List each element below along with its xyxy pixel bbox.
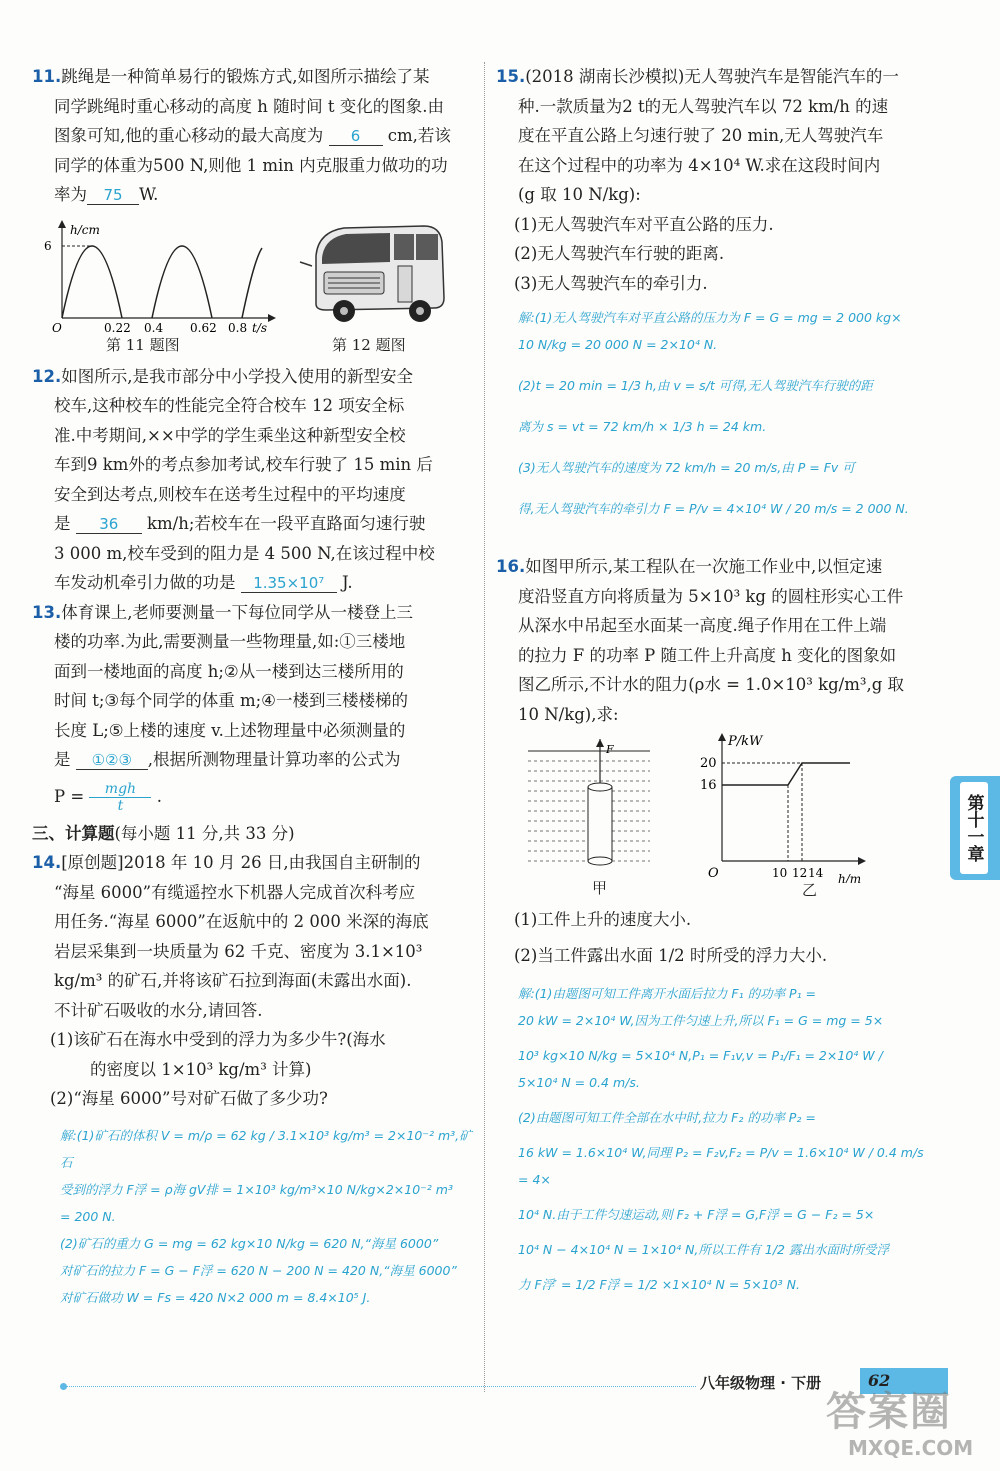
question-text: 安全到达考点,则校车在送考生过程中的平均速度	[54, 484, 406, 504]
answer-line: (3)无人驾驶汽车的速度为 72 km/h = 20 m/s,由 P = Fv 可	[518, 460, 855, 475]
question-text: 10 N/kg),求:	[518, 704, 619, 724]
page-number: 62	[860, 1368, 948, 1394]
figure-12-caption: 第 12 题图	[332, 335, 406, 354]
question-text: 体育课上,老师要测量一下每位同学从一楼登上三	[61, 602, 413, 622]
answer-line: = 200 N.	[60, 1208, 116, 1224]
question-14	[32, 848, 472, 1311]
sub-question: 的密度以 1×10³ kg/m³ 计算)	[90, 1059, 312, 1079]
answer-16	[496, 980, 926, 1298]
question-text: “海星 6000”有缆遥控水下机器人完成首次科考应	[54, 882, 416, 902]
origin-label: O	[708, 866, 719, 881]
answer-blank: 36	[76, 515, 142, 534]
question-text: 是	[54, 750, 71, 769]
footer-book-title: 八年级物理 · 下册	[700, 1374, 822, 1392]
question-text: km/h;若校车在一段平直路面匀速行驶	[147, 514, 426, 533]
answer-line: 10 N/kg = 20 000 N = 2×10⁴ N.	[518, 337, 718, 352]
question-text: W.	[139, 185, 159, 204]
y-axis-label: P/kW	[728, 734, 763, 749]
answer-line: 10⁴ N − 4×10⁴ N = 1×10⁴ N,所以工件有 1/2 露出水面时所受浮	[518, 1242, 889, 1257]
chapter-tab-label: 第十一章	[960, 782, 988, 874]
x-tick: 10	[772, 866, 788, 880]
question-number: 14.	[32, 853, 62, 872]
answer-line: (2)矿石的重力 G = mg = 62 kg×10 N/kg = 620 N,“海星 6000”	[60, 1235, 439, 1251]
question-text: 种.一款质量为2 t的无人驾驶汽车以 72 km/h 的速	[518, 96, 889, 116]
answer-line: (2)t = 20 min = 1/3 h,由 v = s/t 可得,无人驾驶汽车行驶的距	[518, 378, 873, 393]
formula-numerator: mgh	[89, 781, 151, 798]
figures-11-12	[32, 210, 472, 358]
answer-line: 对矿石的拉力 F = G − F浮 = 620 N − 200 N = 420 N,“海星 6000”	[60, 1262, 457, 1278]
footer-line	[66, 1386, 696, 1387]
question-text: 3 000 m,校车受到的阻力是 4 500 N,在该过程中校	[54, 543, 435, 563]
y-tick: 6	[44, 238, 52, 253]
figure-12-school-bus	[298, 216, 448, 328]
answer-15	[496, 304, 926, 522]
question-text: (g 取 10 N/kg):	[518, 185, 641, 204]
question-text: J.	[342, 573, 353, 592]
question-text: [原创题]2018 年 10 月 26 日,由我国自主研制的	[61, 853, 421, 872]
origin-label: O	[52, 320, 62, 335]
question-text: 准.中考期间,××中学的学生乘坐这种新型安全校	[54, 425, 406, 445]
question-text: 同学跳绳时重心移动的高度 h 随时间 t 变化的图象.由	[54, 96, 444, 116]
figure-16-jia-caption: 甲	[592, 879, 608, 897]
question-text: 不计矿石吸收的水分,请回答.	[54, 1000, 263, 1020]
answer-line: 解:(1)矿石的体积 V = m/ρ = 62 kg / 3.1×10³ kg/m³ = 2×10⁻² m³,矿石	[60, 1127, 472, 1170]
section-note: (每小题 11 分,共 33 分)	[114, 823, 295, 843]
formula-lhs: P =	[54, 786, 85, 806]
question-11	[32, 62, 472, 210]
right-column	[496, 62, 926, 1298]
answer-line: 离为 s = vt = 72 km/h × 1/3 h = 24 km.	[518, 419, 767, 434]
question-number: 13.	[32, 602, 62, 622]
x-tick: 0.62	[190, 320, 217, 335]
answer-blank: 1.35×10⁷	[241, 574, 337, 593]
sub-question: (2)当工件露出水面 1/2 时所受的浮力大小.	[514, 945, 828, 965]
answer-line: 对矿石做功 W = Fs = 420 N×2 000 m = 8.4×10⁵ J.	[60, 1289, 371, 1305]
answer-line: 10³ kg×10 N/kg = 5×10⁴ N,P₁ = F₁v,v = P₁/F₁ = 2×10⁴ W / 5×10⁴ N = 0.4 m/s.	[518, 1048, 883, 1090]
question-text: 如图甲所示,某工程队在一次施工作业中,以恒定速	[525, 557, 883, 576]
watermark-logo-text: 答案圈	[826, 1389, 952, 1435]
question-text: 从深水中吊起至水面某一高度.绳子作用在工件上端	[518, 616, 887, 635]
jump-curve-3	[242, 248, 262, 318]
left-column	[32, 62, 472, 1311]
answer-line: 力 F浮′ = 1/2 F浮 = 1/2 ×1×10⁴ N = 5×10³ N.	[518, 1277, 800, 1292]
answer-line: 16 kW = 1.6×10⁴ W,同理 P₂ = F₂v,F₂ = P/v = 1.6×10⁴ W / 0.4 m/s = 4×	[518, 1145, 924, 1187]
question-16	[496, 552, 926, 1298]
question-13	[32, 598, 472, 819]
figure-11-graph	[40, 218, 280, 348]
x-tick: 14	[808, 866, 824, 880]
y-axis-label: h/cm	[70, 222, 100, 237]
x-tick: 12	[792, 866, 808, 880]
question-text: 率为	[54, 185, 87, 204]
question-text: 面到一楼地面的高度 h;②从一楼到达三楼所用的	[54, 661, 404, 681]
question-text: 在这个过程中的功率为 4×10⁴ W.求在这段时间内	[518, 155, 881, 175]
question-number: 16.	[496, 557, 526, 576]
figure-16-jia	[524, 739, 654, 889]
question-15	[496, 62, 926, 522]
question-text: 时间 t;③每个同学的体重 m;④一楼到三楼楼梯的	[54, 691, 408, 710]
question-text: 度在平直公路上匀速行驶了 20 min,无人驾驶汽车	[518, 126, 884, 145]
answer-line: (2)由题图可知工件全部在水中时,拉力 F₂ 的功率 P₂ =	[518, 1110, 816, 1125]
figures-16	[496, 729, 926, 899]
answer-line: 20 kW = 2×10⁴ W,因为工件匀速上升,所以 F₁ = G = mg = 5×	[518, 1013, 884, 1028]
question-text: 的拉力 F 的功率 P 随工件上升高度 h 变化的图象如	[518, 645, 897, 665]
y-tick: 20	[700, 756, 717, 771]
question-text: cm,若该	[387, 126, 451, 145]
section-title: 三、计算题	[32, 823, 115, 843]
question-text: (2018 湖南长沙模拟)无人驾驶汽车是智能汽车的一	[525, 67, 899, 86]
figure-11-caption: 第 11 题图	[106, 335, 180, 354]
formula-end: .	[156, 786, 162, 806]
figure-16-yi-graph	[692, 733, 872, 883]
x-tick: 0.4	[144, 320, 164, 335]
answer-line: 得,无人驾驶汽车的牵引力 F = P/v = 4×10⁴ W / 20 m/s = 2 000 N.	[518, 501, 909, 516]
sub-question: (2)无人驾驶汽车行驶的距离.	[514, 244, 725, 263]
y-tick: 16	[700, 778, 717, 793]
x-axis-label: t/s	[252, 320, 268, 335]
formula-denominator: t	[117, 797, 124, 814]
question-text: 图乙所示,不计水的阻力(ρ水 = 1.0×10³ kg/m³,g 取	[518, 675, 905, 694]
sub-question: (1)无人驾驶汽车对平直公路的压力.	[514, 214, 774, 234]
sub-question: (1)工件上升的速度大小.	[514, 910, 692, 929]
column-divider	[484, 62, 485, 1392]
question-number: 12.	[32, 366, 62, 386]
x-tick: 0.8	[228, 320, 248, 335]
question-text: 车到9 km外的考点参加考试,校车行驶了 15 min 后	[54, 455, 433, 474]
question-text: 图象可知,他的重心移动的最大高度为	[54, 126, 324, 145]
formula-fraction	[89, 781, 151, 814]
answer-line: 10⁴ N.由于工件匀速运动,则 F₂ + F浮 = G,F浮 = G − F₂ = 5×	[518, 1207, 875, 1222]
question-text: 用任务.“海星 6000”在返航中的 2 000 米深的海底	[54, 912, 429, 931]
watermark	[820, 1380, 990, 1470]
question-text: 如图所示,是我市部分中小学投入使用的新型安全	[61, 366, 413, 386]
jump-curve-2	[152, 246, 212, 318]
question-text: 跳绳是一种简单易行的锻炼方式,如图所示描绘了某	[61, 67, 430, 86]
answer-line: 受到的浮力 F浮 = ρ海 gV排 = 1×10³ kg/m³×10 N/kg×2×10⁻² m³	[60, 1181, 453, 1197]
question-12	[32, 362, 472, 598]
page-footer	[60, 1371, 940, 1392]
x-axis-label: h/m	[838, 872, 862, 883]
sub-question: (3)无人驾驶汽车的牵引力.	[514, 273, 708, 293]
force-label: F	[606, 743, 614, 756]
sub-question: (2)“海星 6000”号对矿石做了多少功?	[50, 1089, 328, 1108]
answer-line: 解:(1)无人驾驶汽车对平直公路的压力为 F = G = mg = 2 000 kg×	[518, 310, 902, 325]
question-text: 同学的体重为500 N,则他 1 min 内克服重力做功的功	[54, 155, 448, 175]
question-text: ,根据所测物理量计算功率的公式为	[147, 750, 401, 769]
question-text: 度沿竖直方向将质量为 5×10³ kg 的圆柱形实心工件	[518, 586, 904, 606]
power-curve	[722, 763, 850, 785]
question-text: kg/m³ 的矿石,并将该矿石拉到海面(未露出水面).	[54, 971, 412, 990]
x-tick: 0.22	[104, 320, 131, 335]
watermark-url: MXQE.COM	[848, 1436, 974, 1460]
answer-line: 解:(1)由题图可知工件离开水面后拉力 F₁ 的功率 P₁ =	[518, 986, 817, 1001]
sub-question: (1)该矿石在海水中受到的浮力为多少牛?(海水	[50, 1030, 386, 1049]
figure-16-yi-caption: 乙	[802, 881, 818, 899]
answer-blank: 75	[87, 186, 139, 205]
section-heading	[32, 819, 472, 849]
question-text: 校车,这种校车的性能完全符合校车 12 项安全标	[54, 396, 405, 415]
question-number: 15.	[496, 67, 526, 86]
answer-blank: 6	[329, 127, 383, 146]
answer-14	[32, 1122, 472, 1311]
question-text: 长度 L;⑤上楼的速度 v.上述物理量中必须测量的	[54, 720, 406, 740]
jump-curve-1	[62, 246, 122, 318]
chapter-tab	[950, 776, 1000, 880]
question-text: 岩层采集到一块质量为 62 千克、密度为 3.1×10³	[54, 941, 423, 961]
question-number: 11.	[32, 67, 62, 86]
question-text: 车发动机牵引力做的功是	[54, 573, 236, 592]
question-text: 是	[54, 514, 71, 533]
question-text: 楼的功率.为此,需要测量一些物理量,如:①三楼地	[54, 632, 406, 651]
answer-blank: ①②③	[76, 751, 148, 770]
